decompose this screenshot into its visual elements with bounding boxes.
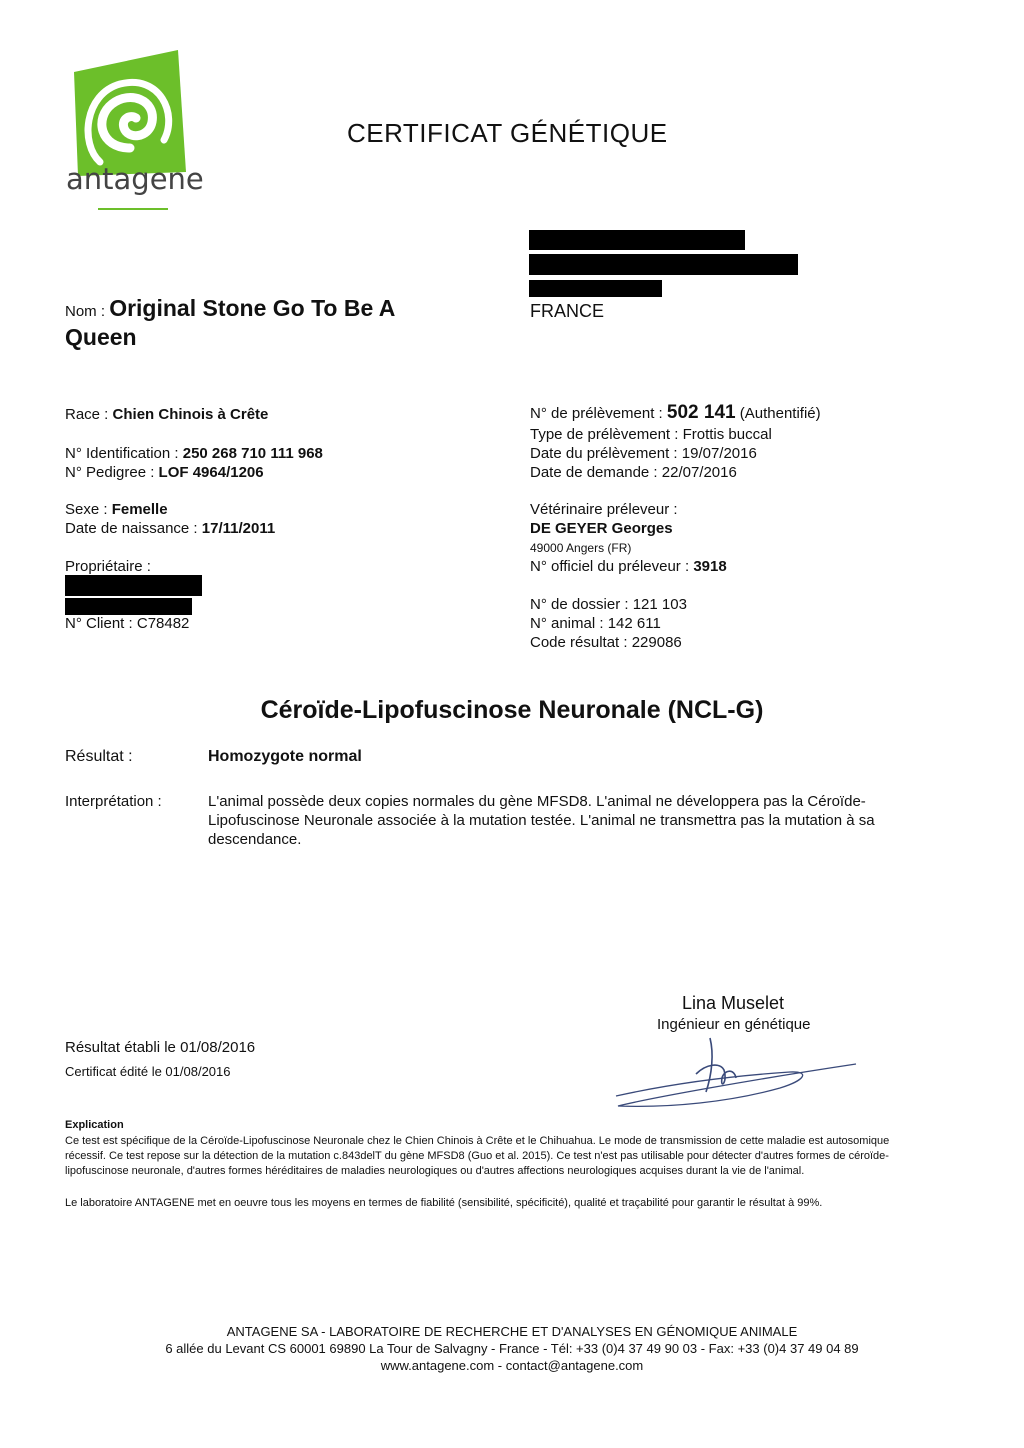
redacted-address-line-2 — [529, 254, 798, 275]
certificate-edited-date: Certificat édité le 01/08/2016 — [65, 1064, 231, 1079]
footer-contact: www.antagene.com - contact@antagene.com — [380, 1358, 644, 1373]
interpretation-label: Interprétation : — [65, 793, 162, 810]
explanation-title: Explication — [65, 1119, 124, 1131]
handwritten-signature-icon — [610, 1034, 860, 1114]
vet-official-row: N° officiel du préleveur : 3918 — [530, 558, 727, 575]
address-country: FRANCE — [530, 301, 605, 321]
vet-city: 49000 Angers (FR) — [530, 541, 632, 555]
sex-row: Sexe : Femelle — [65, 501, 168, 518]
result-established-date: Résultat établi le 01/08/2016 — [65, 1039, 256, 1056]
sample-date-row: Date du prélèvement : 19/07/2016 — [530, 445, 757, 462]
file-row: N° de dossier : 121 103 — [530, 596, 687, 613]
result-code-row: Code résultat : 229086 — [530, 634, 682, 651]
signatory-role: Ingénieur en génétique — [657, 1016, 811, 1033]
result-label: Résultat : — [65, 748, 133, 765]
vet-label: Vétérinaire préleveur : — [530, 501, 678, 518]
animal-name-line1: Original Stone Go To Be A — [109, 295, 396, 321]
certificate-title: CERTIFICAT GÉNÉTIQUE — [347, 118, 668, 148]
antagene-logo — [60, 44, 210, 214]
footer-address: 6 allée du Levant CS 60001 69890 La Tour de Salvagny - France - Tél: +33 (0)4 37 49 90 03 - Fax: +33 (0)4 37 49 04 89 — [165, 1341, 859, 1356]
request-date-row: Date de demande : 22/07/2016 — [530, 464, 737, 481]
animal-number-row: N° animal : 142 611 — [530, 615, 661, 632]
animal-name-block — [65, 294, 485, 352]
redacted-address-line-1 — [529, 230, 745, 250]
footer-company: ANTAGENE SA - LABORATOIRE DE RECHERCHE ET D'ANALYSES EN GÉNOMIQUE ANIMALE — [226, 1324, 798, 1339]
result-value: Homozygote normal — [208, 748, 362, 765]
redacted-address-line-3 — [529, 280, 662, 297]
name-label: Nom : — [65, 303, 110, 320]
race-row: Race : Chien Chinois à Crête — [65, 406, 269, 423]
redacted-owner-line-1 — [65, 575, 202, 596]
vet-name: DE GEYER Georges — [530, 520, 673, 537]
test-title: Céroïde-Lipofuscinose Neuronale (NCL-G) — [260, 696, 764, 724]
sample-type-row: Type de prélèvement : Frottis buccal — [530, 426, 772, 443]
owner-label: Propriétaire : — [65, 558, 151, 575]
lab-quality-note: Le laboratoire ANTAGENE met en oeuvre tous les moyens en termes de fiabilité (sensibilité, spécificité), qualité et traçabilité pour garantir le résultat à 99%. — [65, 1197, 823, 1209]
interpretation-text: L'animal possède deux copies normales du gène MFSD8. L'animal ne développera pas la Céroïde- Lipofuscinose Neuronale associée à la mutation testée. L'animal ne transmettra pas la mutation à sa descendance. — [208, 793, 875, 848]
identification-row: N° Identification : 250 268 710 111 968 — [65, 445, 323, 462]
pedigree-row: N° Pedigree : LOF 4964/1206 — [65, 464, 264, 481]
explanation-text: Ce test est spécifique de la Céroïde-Lipofuscinose Neuronale chez le Chien Chinois à Crête et le Chihuahua. Le mode de transmission de cette maladie est autosomique récessif. Ce test repose sur la détection de la mutation c.843delT du gène MFSD8 (Guo et al. 2015). Ce test n'est pas utilisable pour détecter d'autres formes de céroïde- lipofuscinose neuronale, d'autres formes héréditaires de maladies neurologiques ou d'autres affections neurologiques acquises durant la vie de l'animal. — [65, 1135, 890, 1177]
signatory-name: Lina Muselet — [682, 993, 785, 1013]
redacted-owner-line-2 — [65, 598, 192, 615]
birth-row: Date de naissance : 17/11/2011 — [65, 520, 276, 537]
sample-number-row: N° de prélèvement : 502 141 (Authentifié) — [530, 402, 821, 423]
logo-wordmark: antagene — [66, 162, 204, 196]
client-row: N° Client : C78482 — [65, 615, 190, 632]
animal-name-line2: Queen — [65, 324, 137, 350]
